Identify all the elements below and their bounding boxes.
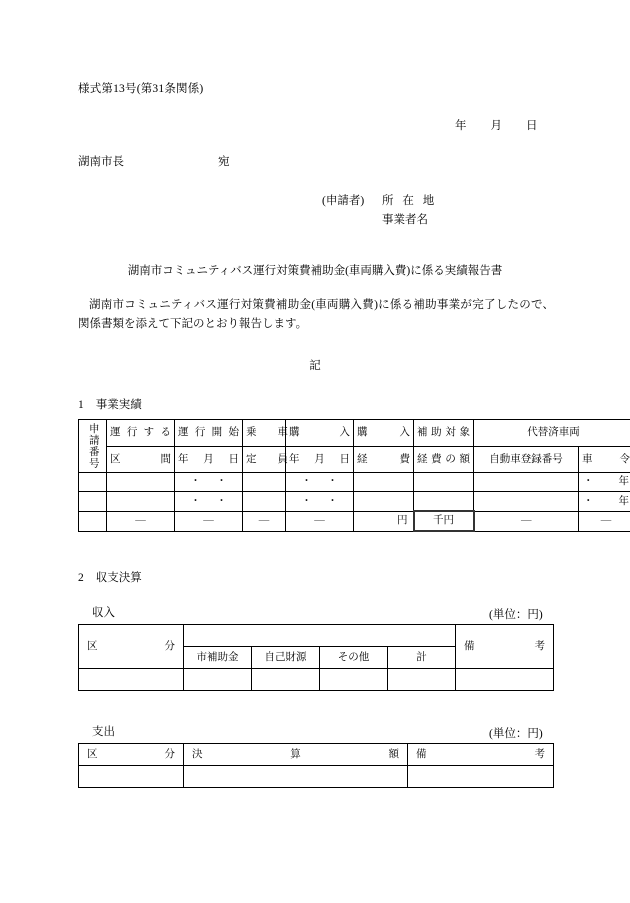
cell-purchase-date[interactable]	[286, 492, 354, 512]
table-header-row-2	[79, 446, 630, 473]
col-vehicle-age: 車 令	[579, 446, 630, 473]
vehicle-age-dot: ・	[583, 495, 619, 507]
date-month: 月	[490, 120, 502, 132]
total-vehicle-age: —	[579, 511, 630, 531]
vehicle-age-unit: 年	[618, 495, 629, 507]
section1-label: 事業実績	[95, 399, 142, 411]
col-replaced-vehicle: 代替済車両	[474, 420, 630, 447]
total-purchase-cost: 円	[354, 511, 414, 531]
cell-capacity[interactable]	[243, 473, 286, 492]
cell-start-date[interactable]	[175, 492, 243, 512]
document-title: 湖南市コミュニティバス運行対策費補助金(車両購入費)に係る実績報告書	[127, 265, 503, 277]
table-row	[79, 492, 630, 512]
col-start-line1: 運行開始	[175, 420, 243, 447]
cell-vehicle-age[interactable]	[579, 492, 630, 512]
cell-application-no[interactable]	[79, 473, 107, 492]
expenditure-data-row	[79, 766, 554, 788]
cell-capacity[interactable]	[243, 492, 286, 512]
col-subsidy-target-line2: 経費の額	[414, 446, 474, 473]
table-row	[79, 473, 630, 492]
date-year: 年	[455, 120, 467, 132]
cell-purchase-cost[interactable]	[354, 492, 414, 512]
section2-heading	[78, 569, 142, 585]
cell-purchase-date[interactable]	[286, 473, 354, 492]
total-capacity: —	[243, 511, 286, 531]
income-table	[78, 624, 554, 691]
form-number: 様式第13号(第31条関係)	[78, 83, 204, 95]
cell-application-no[interactable]	[79, 492, 107, 512]
applicant-name-label: 事業者名	[382, 214, 428, 226]
col-purchase-date-line1: 購 入	[286, 420, 354, 447]
expenditure-col-division: 区 分	[79, 744, 184, 766]
applicant-address-label: 所 在 地	[382, 195, 438, 207]
document-body-text: 湖南市コミュニティバス運行対策費補助金(車両購入費)に係る補助事業が完了したので、関係書類を添えて下記のとおり報告します。	[78, 299, 554, 330]
income-col-remarks: 備 考	[456, 625, 554, 669]
total-purchase-date: —	[286, 511, 354, 531]
start-date-dot-1: ・	[190, 476, 201, 488]
col-capacity-line1: 乗 車	[243, 420, 286, 447]
col-capacity-line2: 定 員	[243, 446, 286, 473]
table-total-row	[79, 511, 630, 531]
income-cell-own-funds[interactable]	[252, 669, 320, 691]
total-application-no	[79, 511, 107, 531]
cell-registration-no[interactable]	[474, 473, 579, 492]
col-route-line1: 運行する	[107, 420, 175, 447]
col-purchase-cost-line2: 経 費	[354, 446, 414, 473]
income-subcol-total: 計	[388, 647, 456, 669]
expenditure-unit: (単位：円)	[489, 728, 543, 740]
col-registration-no: 自動車登録番号	[474, 446, 579, 473]
start-date-dot-2: ・	[216, 495, 227, 507]
income-cell-other[interactable]	[320, 669, 388, 691]
income-unit: (単位：円)	[489, 609, 543, 621]
vehicle-age-unit: 年	[618, 476, 629, 488]
income-col-division: 区 分	[79, 625, 184, 669]
addressee-suffix: 宛	[218, 156, 230, 168]
income-data-row	[79, 669, 554, 691]
expenditure-col-amount: 決 算 額	[184, 744, 408, 766]
expenditure-header-row	[79, 744, 554, 766]
document-body	[78, 296, 554, 334]
total-registration-no: —	[474, 511, 579, 531]
cell-start-date[interactable]	[175, 473, 243, 492]
income-col-blank	[184, 625, 456, 647]
kisho-marker: 記	[309, 360, 321, 372]
income-cell-city-subsidy[interactable]	[184, 669, 252, 691]
col-application-no-label: 申請番号	[87, 423, 99, 469]
achievement-table	[78, 419, 630, 532]
section1-heading	[78, 396, 142, 412]
income-subcol-own-funds: 自己財源	[252, 647, 320, 669]
cell-vehicle-age[interactable]	[579, 473, 630, 492]
table-header-row	[79, 420, 630, 447]
income-header-row	[79, 625, 554, 647]
applicant-label: (申請者)	[322, 195, 365, 207]
cell-route[interactable]	[107, 473, 175, 492]
expenditure-label: 支出	[92, 726, 115, 738]
section2-label: 収支決算	[95, 572, 142, 584]
col-start-line2: 年 月 日	[175, 446, 243, 473]
col-purchase-date-line2: 年 月 日	[286, 446, 354, 473]
start-date-dot-2: ・	[216, 476, 227, 488]
col-route-line2: 区 間	[107, 446, 175, 473]
purchase-date-dot-1: ・	[301, 476, 312, 488]
cell-route[interactable]	[107, 492, 175, 512]
expenditure-table	[78, 743, 554, 788]
purchase-date-dot-2: ・	[327, 476, 338, 488]
income-cell-division[interactable]	[79, 669, 184, 691]
cell-subsidy-amount[interactable]	[414, 492, 474, 512]
income-subcol-other: その他	[320, 647, 388, 669]
purchase-date-dot-2: ・	[327, 495, 338, 507]
total-subsidy-amount: 千円	[414, 511, 474, 531]
date-line	[455, 117, 538, 133]
date-day: 日	[526, 120, 538, 132]
cell-subsidy-amount[interactable]	[414, 473, 474, 492]
col-purchase-cost-line1: 購 入	[354, 420, 414, 447]
addressee: 湖南市長	[78, 156, 124, 168]
vehicle-age-dot: ・	[583, 476, 619, 488]
income-cell-remarks[interactable]	[456, 669, 554, 691]
col-subsidy-target-line1: 補助対象	[414, 420, 474, 447]
expenditure-col-remarks: 備 考	[408, 744, 554, 766]
income-label: 収入	[92, 607, 115, 619]
cell-registration-no[interactable]	[474, 492, 579, 512]
expenditure-cell-remarks[interactable]	[408, 766, 554, 788]
section1-number: 1	[78, 399, 84, 411]
expenditure-cell-division[interactable]	[79, 766, 184, 788]
expenditure-cell-amount[interactable]	[184, 766, 408, 788]
income-cell-total[interactable]	[388, 669, 456, 691]
purchase-date-dot-1: ・	[301, 495, 312, 507]
start-date-dot-1: ・	[190, 495, 201, 507]
total-start-date: —	[175, 511, 243, 531]
income-subcol-city-subsidy: 市補助金	[184, 647, 252, 669]
col-application-no	[79, 420, 107, 473]
cell-purchase-cost[interactable]	[354, 473, 414, 492]
section2-number: 2	[78, 572, 84, 584]
total-route: —	[107, 511, 175, 531]
